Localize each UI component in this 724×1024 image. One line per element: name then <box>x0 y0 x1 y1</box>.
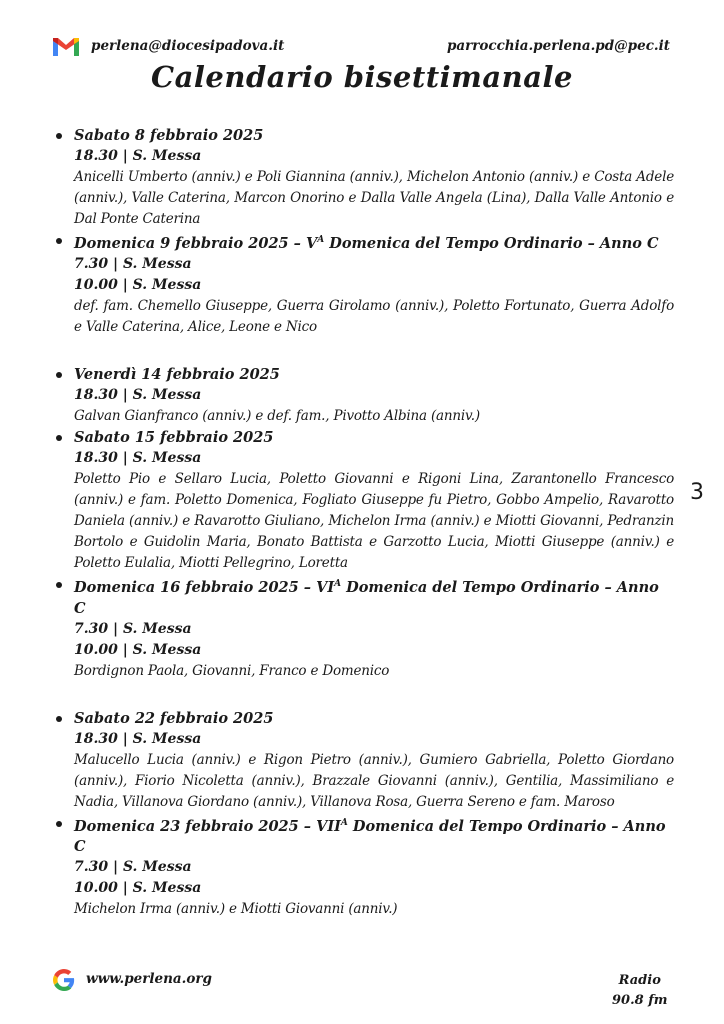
mass-time: 18.30 | S. Messa <box>74 449 202 466</box>
intention-names: Michelon Irma (anniv.) e Miotti Giovanni (anniv.) <box>74 901 398 918</box>
page-title: Calendario bisettimanale <box>151 60 573 94</box>
email-right[interactable]: parrocchia.perlena.pd@pec.it <box>446 38 670 54</box>
google-icon <box>53 969 75 991</box>
intention-names: Malucello Lucia (anniv.) e Rigon Pietro (anniv.), Gumiero Gabriella, Poletto Giordano (anniv.), Fiorio Nicoletta (anniv.), Brazzale Giovanni (anniv.), Gentilia, Massimiliano e Nadia, Villanova Giordano (anniv.), Villanova Rosa, Guerra Sereno e fam. Maroso <box>74 751 674 810</box>
intention-names: Anicelli Umberto (anniv.) e Poli Giannina (anniv.), Michelon Antonio (anniv.) e Costa Adele (anniv.), Valle Caterina, Marcon Onorino e Dalla Valle Angela (Lina), Dalla Valle Antonio e Dal Ponte Caterina <box>74 169 674 227</box>
calendar-entry <box>54 574 674 682</box>
gmail-icon <box>53 36 79 56</box>
entry-date: Sabato 22 febbraio 2025 <box>74 709 274 727</box>
calendar-entry <box>54 230 674 338</box>
mass-time: 7.30 | S. Messa <box>74 859 192 876</box>
intention-names: def. fam. Chemello Giuseppe, Guerra Girolamo (anniv.), Poletto Fortunato, Guerra Adolfo e Valle Caterina, Alice, Leone e Nico <box>74 297 674 335</box>
entry-date: Domenica 23 febbraio $2025 - VII^A$ Domenica del Tempo Ordinario – Anno C <box>74 817 666 856</box>
mass-time: 7.30 | S. Messa <box>74 255 192 272</box>
mass-time: 18.30 | S. Messa <box>74 386 202 403</box>
calendar-entry <box>54 427 674 574</box>
entry-date: Sabato 8 febbraio 2025 <box>74 127 264 144</box>
website-link[interactable]: www.perlena.org <box>86 971 212 987</box>
calendar-entry <box>54 364 674 427</box>
group-gap <box>54 682 674 708</box>
mass-time: 10.00 | S. Messa <box>74 276 202 293</box>
calendar-entry <box>54 813 674 921</box>
mass-time: 7.30 | S. Messa <box>74 620 192 637</box>
calendar-list <box>54 125 674 920</box>
radio-info <box>612 971 668 1011</box>
entry-date: Venerdì 14 febbraio 2025 <box>74 365 280 383</box>
entry-date: Sabato 15 febbraio 2025 <box>74 428 274 446</box>
mass-time: 10.00 | S. Messa <box>74 880 202 897</box>
page-number: 3 <box>690 480 704 505</box>
intention-names: Bordignon Paola, Giovanni, Franco e Domenico <box>74 662 390 679</box>
calendar-entry <box>54 708 674 813</box>
email-left[interactable]: perlena@diocesipadova.it <box>91 38 285 54</box>
group-gap <box>54 338 674 364</box>
entry-date: Domenica 9 febbraio $2025 - V^A$ Domenica del Tempo Ordinario – Anno C <box>74 234 659 252</box>
mass-time: 10.00 | S. Messa <box>74 641 202 658</box>
entry-date: Domenica 16 febbraio $2025 - VI^A$ Domenica del Tempo Ordinario – Anno C <box>74 578 659 617</box>
mass-time: 18.30 | S. Messa <box>74 148 202 164</box>
radio-frequency: 90.8 fm <box>612 993 668 1008</box>
mass-time: 18.30 | S. Messa <box>74 730 202 747</box>
intention-names: Poletto Pio e Sellaro Lucia, Poletto Giovanni e Rigoni Lina, Zarantonello Francesco (anniv.) e fam. Poletto Domenica, Fogliato Giuseppe fu Pietro, Gobbo Ampelio, Ravarotto Daniela (anniv.) e Ravarotto Giuliano, Michelon Irma (anniv.) e Miotti Giovanni, Pedranzin Bortolo e Guidolin Maria, Bonato Battista e Garzotto Lucia, Miotti Giuseppe (anniv.) e Poletto Eulalia, Miotti Pellegrino, Loretta <box>74 470 674 571</box>
intention-names: Galvan Gianfranco (anniv.) e def. fam., Pivotto Albina (anniv.) <box>74 407 480 424</box>
radio-label: Radio <box>618 973 661 988</box>
calendar-entry <box>54 125 674 230</box>
